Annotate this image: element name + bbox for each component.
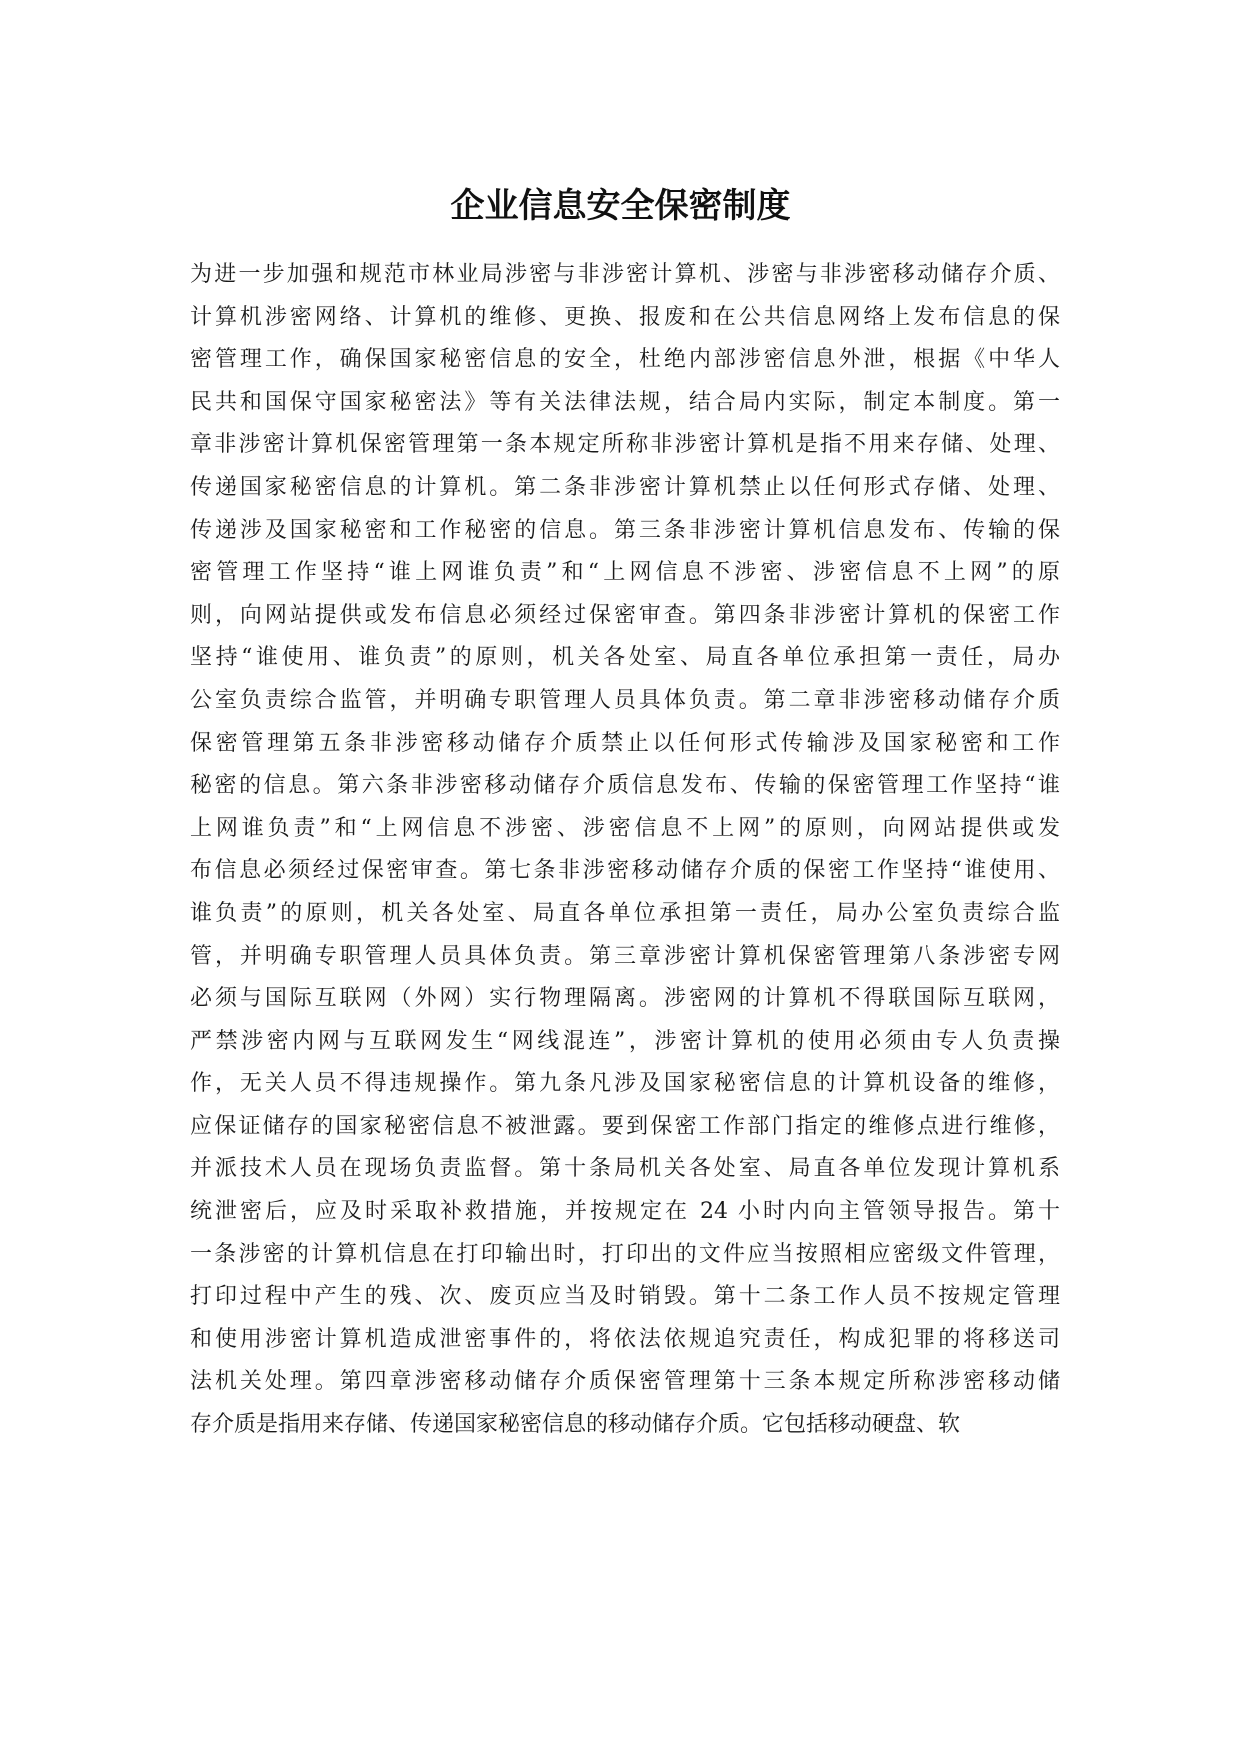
body-line: 传递涉及国家秘密和工作秘密的信息。第三条非涉密计算机信息发布、传输的保 — [190, 517, 1060, 543]
body-line: 计算机涉密网络、计算机的维修、更换、报废和在公共信息网络上发布信息的保 — [190, 304, 1060, 330]
body-line: 打印过程中产生的残、次、废页应当及时销毁。第十二条工作人员不按规定管理 — [190, 1284, 1060, 1310]
body-line: 一条涉密的计算机信息在打印输出时，打印出的文件应当按照相应密级文件管理， — [190, 1241, 1060, 1267]
document-title: 企业信息安全保密制度 — [450, 186, 791, 226]
body-line: 秘密的信息。第六条非涉密移动储存介质信息发布、传输的保密管理工作坚持“谁 — [190, 773, 1060, 799]
body-line: 坚持“谁使用、谁负责”的原则，机关各处室、局直各单位承担第一责任，局办 — [190, 645, 1060, 671]
body-line: 密管理工作，确保国家秘密信息的安全，杜绝内部涉密信息外泄，根据《中华人 — [190, 347, 1060, 373]
body-line: 谁负责”的原则，机关各处室、局直各单位承担第一责任，局办公室负责综合监 — [190, 900, 1060, 926]
body-line: 存介质是指用来存储、传递国家秘密信息的移动储存介质。它包括移动硬盘、软 — [190, 1412, 961, 1438]
body-line: 应保证储存的国家秘密信息不被泄露。要到保密工作部门指定的维修点进行维修， — [190, 1113, 1060, 1139]
body-line: 管，并明确专职管理人员具体负责。第三章涉密计算机保密管理第八条涉密专网 — [190, 943, 1060, 969]
body-line: 并派技术人员在现场负责监督。第十条局机关各处室、局直各单位发现计算机系 — [190, 1156, 1060, 1182]
body-line: 为进一步加强和规范市林业局涉密与非涉密计算机、涉密与非涉密移动储存介质、 — [190, 262, 1060, 287]
body-line: 保密管理第五条非涉密移动储存介质禁止以任何形式传输涉及国家秘密和工作 — [190, 730, 1060, 756]
body-line: 传递国家秘密信息的计算机。第二条非涉密计算机禁止以任何形式存储、处理、 — [190, 474, 1060, 500]
body-line: 则，向网站提供或发布信息必须经过保密审查。第四条非涉密计算机的保密工作 — [190, 602, 1060, 628]
body-line: 和使用涉密计算机造成泄密事件的，将依法依规追究责任，构成犯罪的将移送司 — [190, 1326, 1060, 1352]
body-line: 法机关处理。第四章涉密移动储存介质保密管理第十三条本规定所称涉密移动储 — [190, 1369, 1060, 1395]
body-line: 上网谁负责”和“上网信息不涉密、涉密信息不上网”的原则，向网站提供或发 — [190, 815, 1060, 841]
body-line: 严禁涉密内网与互联网发生“网线混连”，涉密计算机的使用必须由专人负责操 — [190, 1028, 1060, 1054]
body-line: 民共和国保守国家秘密法》等有关法律法规，结合局内实际，制定本制度。第一 — [190, 389, 1060, 415]
body-line: 公室负责综合监管，并明确专职管理人员具体负责。第二章非涉密移动储存介质 — [190, 687, 1060, 713]
body-line: 密管理工作坚持“谁上网谁负责”和“上网信息不涉密、涉密信息不上网”的原 — [190, 560, 1060, 586]
body-line: 统泄密后，应及时采取补救措施，并按规定在 24 小时内向主管领导报告。第十 — [190, 1199, 1060, 1225]
body-line: 作，无关人员不得违规操作。第九条凡涉及国家秘密信息的计算机设备的维修， — [190, 1071, 1060, 1097]
body-line: 布信息必须经过保密审查。第七条非涉密移动储存介质的保密工作坚持“谁使用、 — [190, 858, 1060, 884]
body-line: 必须与国际互联网（外网）实行物理隔离。涉密网的计算机不得联国际互联网， — [190, 986, 1060, 1012]
document-body — [190, 254, 1060, 1447]
body-line: 章非涉密计算机保密管理第一条本规定所称非涉密计算机是指不用来存储、处理、 — [190, 432, 1060, 458]
